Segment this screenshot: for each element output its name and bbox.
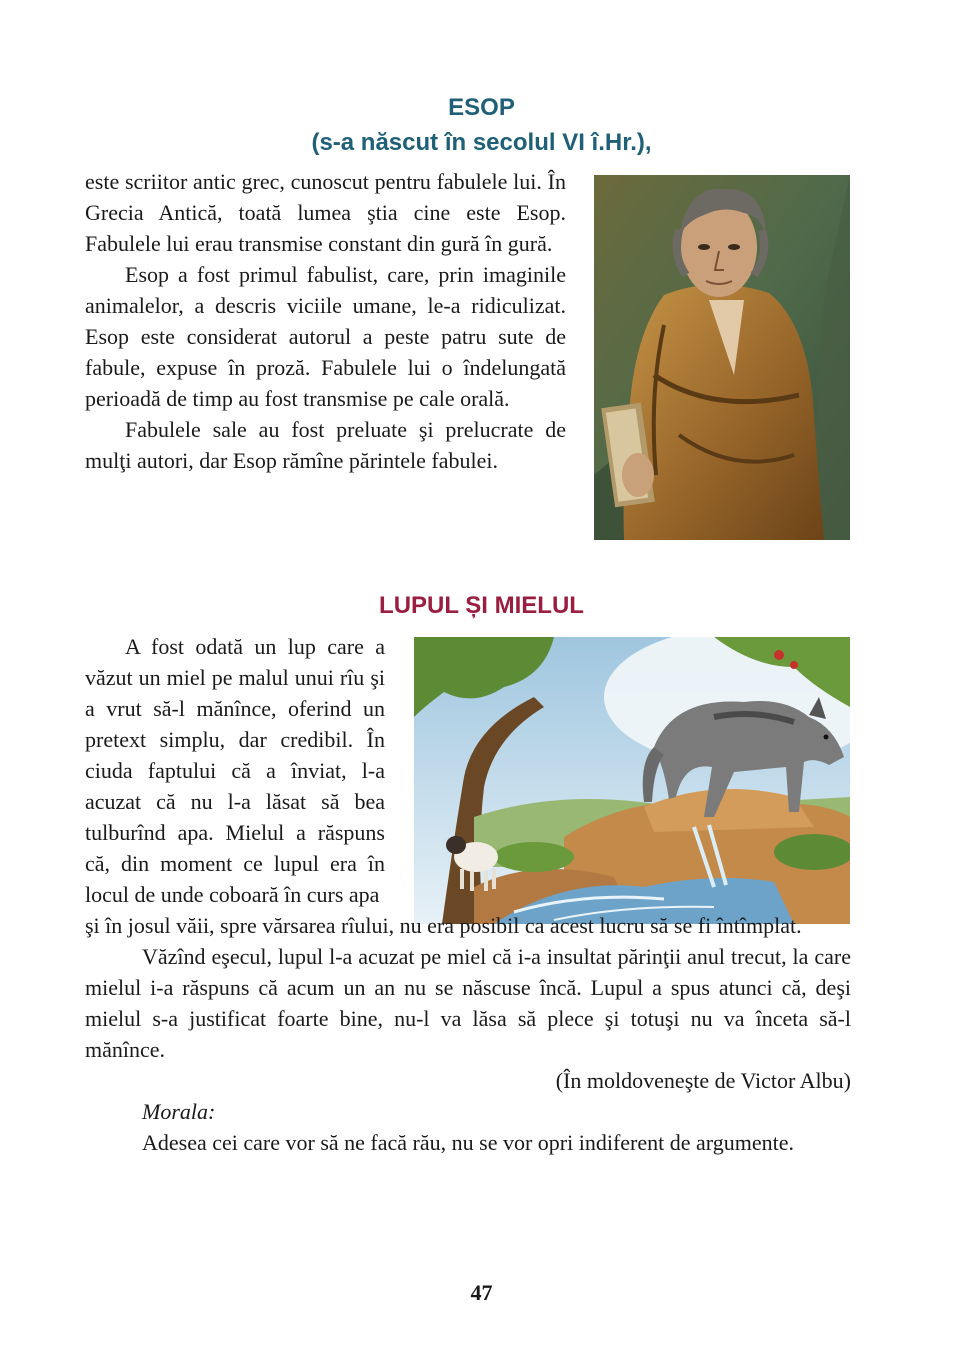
fable-paragraph-1-top (85, 631, 385, 910)
bio-paragraph-3: Fabulele sale au fost preluate şi prelucrate de mulţi autori, dar Esop rămîne părintele fabulei. (85, 417, 566, 473)
bio-paragraph-1: este scriitor antic grec, cunoscut pentru fabulele lui. În Grecia Antică, toată lumea ştia cine este Esop. Fabulele lui erau transmise constant din gură în gură. (85, 169, 566, 256)
fable-paragraph-2: Văzînd eşecul, lupul l-a acuzat pe miel că i-a insultat părinţii anul trecut, la care mielul i-a răspuns că acum un an nu se născuse încă. Lupul a spus atunci că, deşi mielul s-a justificat foarte bine, nu-l va lăsa să plece şi totuşi nu va înceta să-l mănînce. (85, 944, 851, 1062)
bio-paragraph-2: Esop a fost primul fabulist, care, prin imaginile animalelor, a descris viciile umane, le-a ridiculizat. Esop este considerat autorul a peste patru sute de fabule, expuse în proză. Fabulele lui o îndelungată perioadă de timp au fost transmise pe cale orală. (85, 262, 566, 411)
esop-portrait-image (594, 175, 850, 540)
esop-subtitle: (s-a născut în secolul VI î.Hr.), (311, 129, 652, 156)
translation-credit: (În moldoveneşte de Victor Albu) (555, 1068, 851, 1093)
fable-paragraph-1-rest: şi în josul văii, spre vărsarea rîului, nu era posibil ca acest lucru să se fi întîmplat. (85, 913, 802, 938)
esop-title: ESOP (448, 94, 515, 121)
moral-label: Morala: (142, 1099, 216, 1124)
fable-paragraph-1-start: A fost odată un lup care a văzut un miel pe malul unui rîu şi a vrut să-l mănînce, oferind un pretext simplu, dar credibil. În ciuda faptului că a înviat, l-a acuzat că nu l-a lăsat să bea tulburînd apa. Mielul a răspuns că, din moment ce lupul era în locul de unde coboară în curs apa (85, 634, 385, 907)
moral-text: Adesea cei care vor să ne facă rău, nu se vor opri indiferent de argumente. (142, 1130, 794, 1155)
fable-body-wide (85, 910, 851, 1158)
esop-biography (85, 166, 566, 476)
fable-title: LUPUL ȘI MIELUL (379, 592, 584, 619)
fable-text (85, 631, 851, 1158)
page-number: 47 (470, 1280, 493, 1305)
